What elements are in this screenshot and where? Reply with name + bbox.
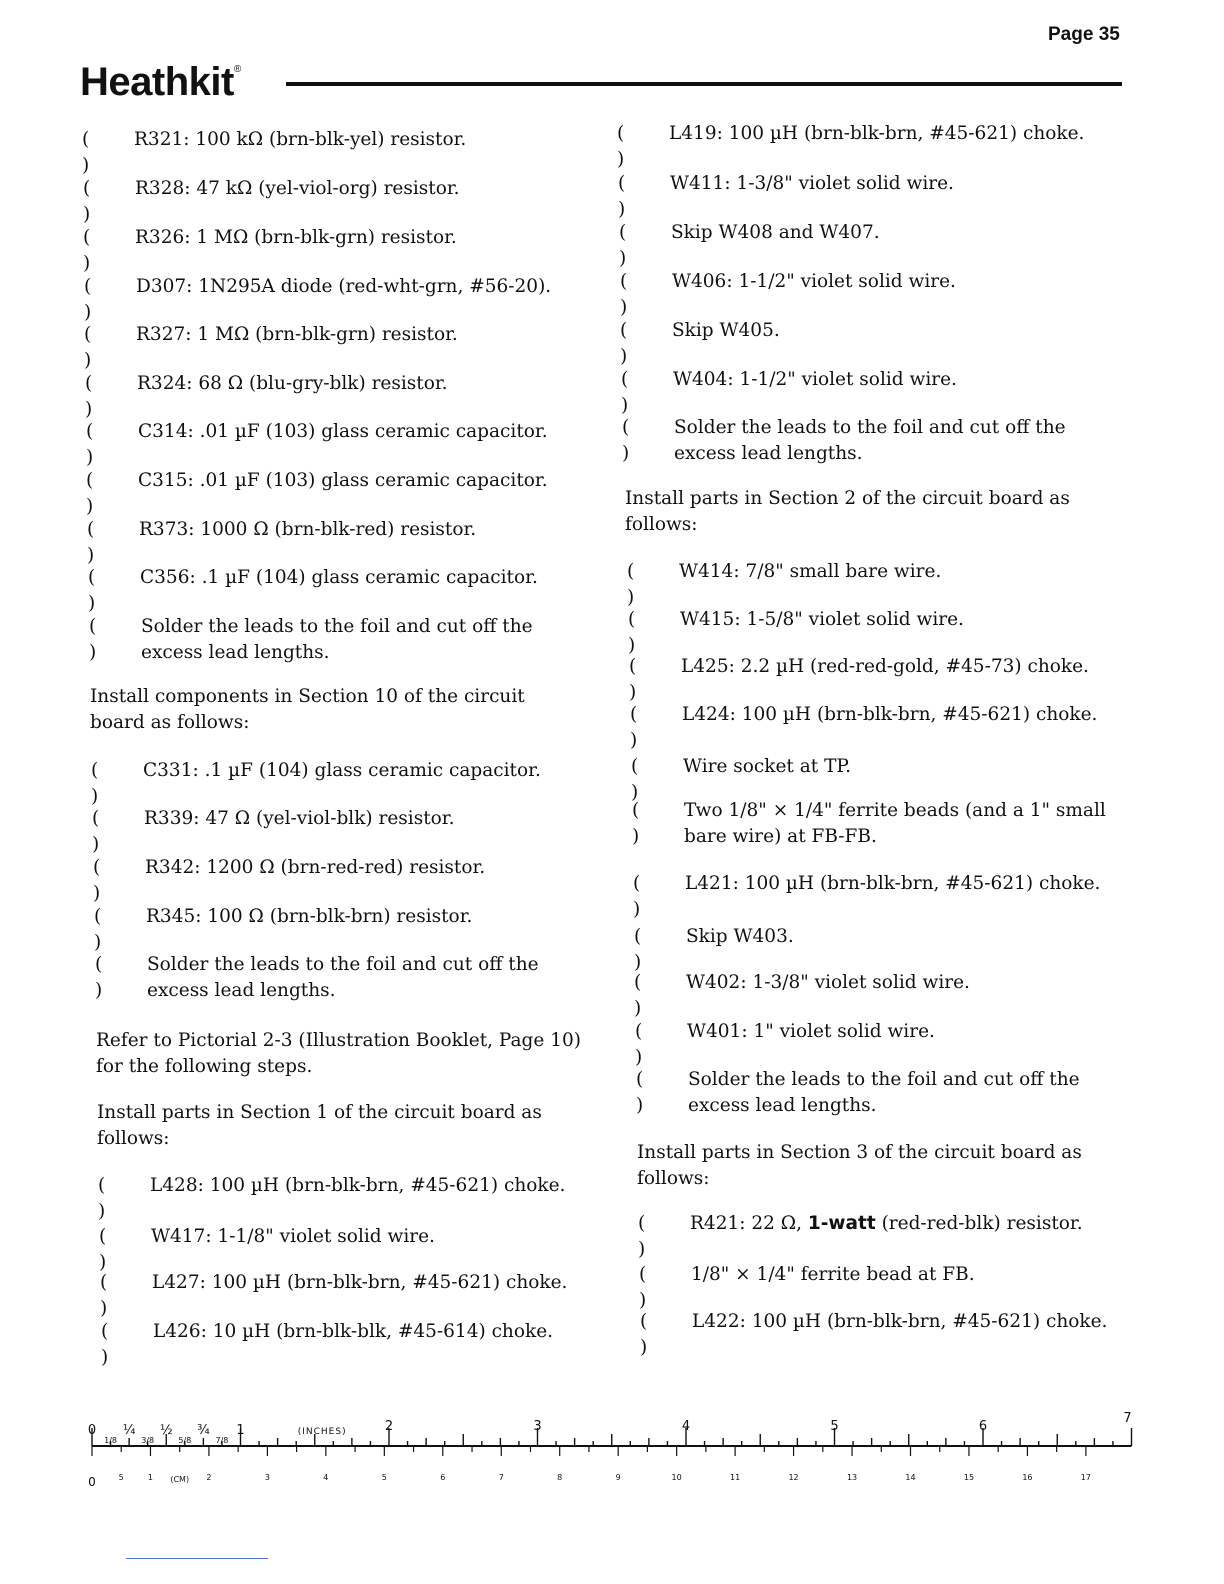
cm-label: 10 [671, 1473, 682, 1482]
step-text: W417: 1-1/8" violet solid wire. [151, 1226, 435, 1247]
step-checkbox[interactable]: ( ) [95, 954, 103, 1001]
heathkit-logo [80, 60, 241, 105]
step-checkbox[interactable]: ( ) [627, 561, 635, 608]
cm-label: 12 [788, 1473, 799, 1482]
step-text: Skip W405. [672, 320, 780, 341]
inch-label: 7 [1123, 1411, 1132, 1426]
step-checkbox[interactable]: ( ) [634, 972, 642, 1019]
step-text: Solder the leads to the foil and cut off the excess lead lengths. [674, 417, 1066, 464]
inch-label: 3 [533, 1419, 542, 1434]
step-text: L425: 2.2 µH (red-red-gold, #45-73) choke. [681, 656, 1089, 677]
step-checkbox[interactable]: ( ) [630, 704, 638, 751]
cm-label: 6 [440, 1473, 446, 1482]
inch-label: ¾ [197, 1423, 210, 1438]
step-checkbox[interactable]: ( ) [634, 926, 642, 973]
step-checkbox[interactable]: ( ) [84, 324, 92, 371]
step-checkbox[interactable]: ( ) [635, 1021, 643, 1068]
step-text: W411: 1-3/8" violet solid wire. [670, 173, 954, 194]
step-text: Skip W403. [686, 926, 794, 947]
step-text: W414: 7/8" small bare wire. [679, 561, 942, 582]
step-text: R342: 1200 Ω (brn-red-red) resistor. [145, 857, 486, 878]
cm-label: 4 [323, 1473, 329, 1482]
cm-label: 14 [905, 1473, 916, 1482]
step-checkbox[interactable]: ( ) [633, 873, 641, 920]
cm-label: 16 [1022, 1473, 1033, 1482]
cm-label: 9 [615, 1473, 621, 1482]
step-text: R328: 47 kΩ (yel-viol-org) resistor. [135, 178, 460, 199]
step-checkbox[interactable]: ( ) [620, 320, 628, 367]
step-checkbox[interactable]: ( ) [640, 1311, 648, 1358]
step-text: R327: 1 MΩ (brn-blk-grn) resistor. [136, 324, 458, 345]
step-text: R345: 100 Ω (brn-blk-brn) resistor. [146, 906, 473, 927]
step-checkbox[interactable]: ( ) [94, 906, 102, 953]
step-checkbox[interactable]: ( ) [99, 1226, 107, 1273]
ruler-graphic [88, 1408, 1148, 1498]
cm-label: 8 [557, 1473, 563, 1482]
instruction-paragraph: Refer to Pictorial 2-3 (Illustration Booklet, Page 10) for the following steps. [96, 1030, 581, 1077]
step-checkbox[interactable]: ( ) [82, 129, 90, 176]
cm-unit-label: (CM) [170, 1475, 190, 1484]
step-checkbox[interactable]: ( ) [84, 276, 92, 323]
step-checkbox[interactable]: ( ) [91, 760, 99, 807]
step-text: Solder the leads to the foil and cut off the excess lead lengths. [141, 616, 533, 663]
cm-label: 3 [264, 1473, 270, 1482]
cm-label: 15 [963, 1473, 975, 1482]
step-checkbox[interactable]: ( ) [631, 756, 639, 803]
step-checkbox[interactable]: ( ) [83, 178, 91, 225]
step-checkbox[interactable]: ( ) [619, 222, 627, 269]
step-text: R421: 22 Ω, 1-watt (red-red-blk) resistor. [690, 1213, 1083, 1234]
step-checkbox[interactable]: ( ) [88, 567, 96, 614]
step-text: 1/8" × 1/4" ferrite bead at FB. [691, 1264, 975, 1285]
cm-label: 0 [88, 1475, 96, 1489]
step-checkbox[interactable]: ( ) [98, 1175, 106, 1222]
step-text: L428: 100 µH (brn-blk-brn, #45-621) choke. [150, 1175, 566, 1196]
header-rule [286, 82, 1122, 86]
cm-label: 5 [118, 1473, 124, 1482]
step-checkbox[interactable]: ( ) [620, 271, 628, 318]
step-checkbox[interactable]: ( ) [622, 417, 630, 464]
step-text: L422: 100 µH (brn-blk-brn, #45-621) choke. [692, 1311, 1108, 1332]
instruction-paragraph: Install parts in Section 1 of the circuit board as follows: [97, 1102, 542, 1149]
step-checkbox[interactable]: ( ) [629, 656, 637, 703]
cm-label: 2 [206, 1473, 212, 1482]
step-checkbox[interactable]: ( ) [636, 1069, 644, 1116]
step-text: Skip W408 and W407. [671, 222, 880, 243]
inch-label: 6 [978, 1419, 988, 1434]
step-text: R373: 1000 Ω (brn-blk-red) resistor. [139, 519, 477, 540]
fraction-label: 3/8 [141, 1436, 155, 1445]
step-text: C315: .01 µF (103) glass ceramic capacitor. [138, 470, 548, 491]
inch-label: ½ [159, 1423, 173, 1438]
step-text: L419: 100 µH (brn-blk-brn, #45-621) choke. [669, 123, 1085, 144]
step-text: L426: 10 µH (brn-blk-blk, #45-614) choke. [153, 1321, 554, 1342]
instruction-paragraph: Install parts in Section 3 of the circuit board as follows: [637, 1142, 1082, 1189]
step-checkbox[interactable]: ( ) [93, 857, 101, 904]
step-text: Solder the leads to the foil and cut off the excess lead lengths. [688, 1069, 1080, 1116]
fraction-label: 1/8 [104, 1436, 117, 1445]
fraction-label: 7/8 [215, 1436, 229, 1445]
step-checkbox[interactable]: ( ) [101, 1321, 109, 1368]
step-checkbox[interactable]: ( ) [89, 616, 97, 663]
registered-mark: ® [233, 64, 241, 75]
step-checkbox[interactable]: ( ) [628, 609, 636, 656]
step-checkbox[interactable]: ( ) [617, 123, 625, 170]
fraction-label: 5/8 [178, 1436, 192, 1445]
step-text: W402: 1-3/8" violet solid wire. [686, 972, 970, 993]
step-text: Two 1/8" × 1/4" ferrite beads (and a 1" small bare wire) at FB-FB. [684, 800, 1106, 847]
step-text: Solder the leads to the foil and cut off the excess lead lengths. [147, 954, 539, 1001]
step-text: L424: 100 µH (brn-blk-brn, #45-621) choke. [682, 704, 1098, 725]
step-text: W401: 1" violet solid wire. [687, 1021, 935, 1042]
emphasis-text: 1-watt [807, 1213, 876, 1234]
step-checkbox[interactable]: ( ) [632, 800, 640, 847]
step-text: C356: .1 µF (104) glass ceramic capacitor. [140, 567, 538, 588]
step-text: W415: 1-5/8" violet solid wire. [680, 609, 964, 630]
measuring-ruler [88, 1408, 1148, 1502]
blue-underline [126, 1558, 268, 1559]
step-checkbox[interactable]: ( ) [100, 1272, 108, 1319]
step-checkbox[interactable]: ( ) [639, 1264, 647, 1311]
cm-label: 11 [730, 1473, 741, 1482]
step-text: L427: 100 µH (brn-blk-brn, #45-621) choke. [152, 1272, 568, 1293]
step-checkbox[interactable]: ( ) [87, 519, 95, 566]
step-text: C314: .01 µF (103) glass ceramic capacitor. [138, 421, 548, 442]
brand-name: Heathkit [80, 60, 234, 104]
inch-label: 4 [681, 1419, 691, 1434]
step-checkbox[interactable]: ( ) [92, 808, 100, 855]
step-checkbox[interactable]: ( ) [86, 470, 94, 517]
cm-label: 17 [1080, 1473, 1091, 1482]
cm-label: 13 [846, 1473, 858, 1482]
inch-label: 2 [384, 1419, 394, 1434]
step-text: Wire socket at TP. [683, 756, 852, 777]
step-text: R326: 1 MΩ (brn-blk-grn) resistor. [135, 227, 457, 248]
inch-label: 0 [88, 1423, 97, 1438]
step-text: R324: 68 Ω (blu-gry-blk) resistor. [137, 373, 448, 394]
inch-label: ¼ [122, 1423, 136, 1438]
step-text: R339: 47 Ω (yel-viol-blk) resistor. [144, 808, 455, 829]
cm-label: 5 [381, 1473, 387, 1482]
step-checkbox[interactable]: ( ) [86, 421, 94, 468]
step-text: C331: .1 µF (104) glass ceramic capacitor. [143, 760, 541, 781]
inch-unit-label: (INCHES) [297, 1427, 347, 1437]
step-text: D307: 1N295A diode (red-wht-grn, #56-20). [136, 276, 552, 297]
inch-label: 5 [830, 1419, 839, 1434]
cm-label: 7 [498, 1473, 504, 1482]
step-text: R321: 100 kΩ (brn-blk-yel) resistor. [134, 129, 467, 150]
step-text: W406: 1-1/2" violet solid wire. [672, 271, 956, 292]
instruction-paragraph: Install parts in Section 2 of the circuit board as follows: [625, 488, 1070, 535]
step-checkbox[interactable]: ( ) [85, 373, 93, 420]
page-number: Page 35 [1048, 24, 1120, 45]
step-checkbox[interactable]: ( ) [83, 227, 91, 274]
step-text: W404: 1-1/2" violet solid wire. [673, 369, 957, 390]
step-checkbox[interactable]: ( ) [618, 173, 626, 220]
inch-label: 1 [236, 1423, 245, 1438]
step-checkbox[interactable]: ( ) [638, 1213, 646, 1260]
instruction-paragraph: Install components in Section 10 of the circuit board as follows: [90, 686, 525, 733]
step-text: L421: 100 µH (brn-blk-brn, #45-621) choke. [685, 873, 1101, 894]
step-checkbox[interactable]: ( ) [621, 369, 629, 416]
cm-label: 1 [147, 1473, 154, 1482]
